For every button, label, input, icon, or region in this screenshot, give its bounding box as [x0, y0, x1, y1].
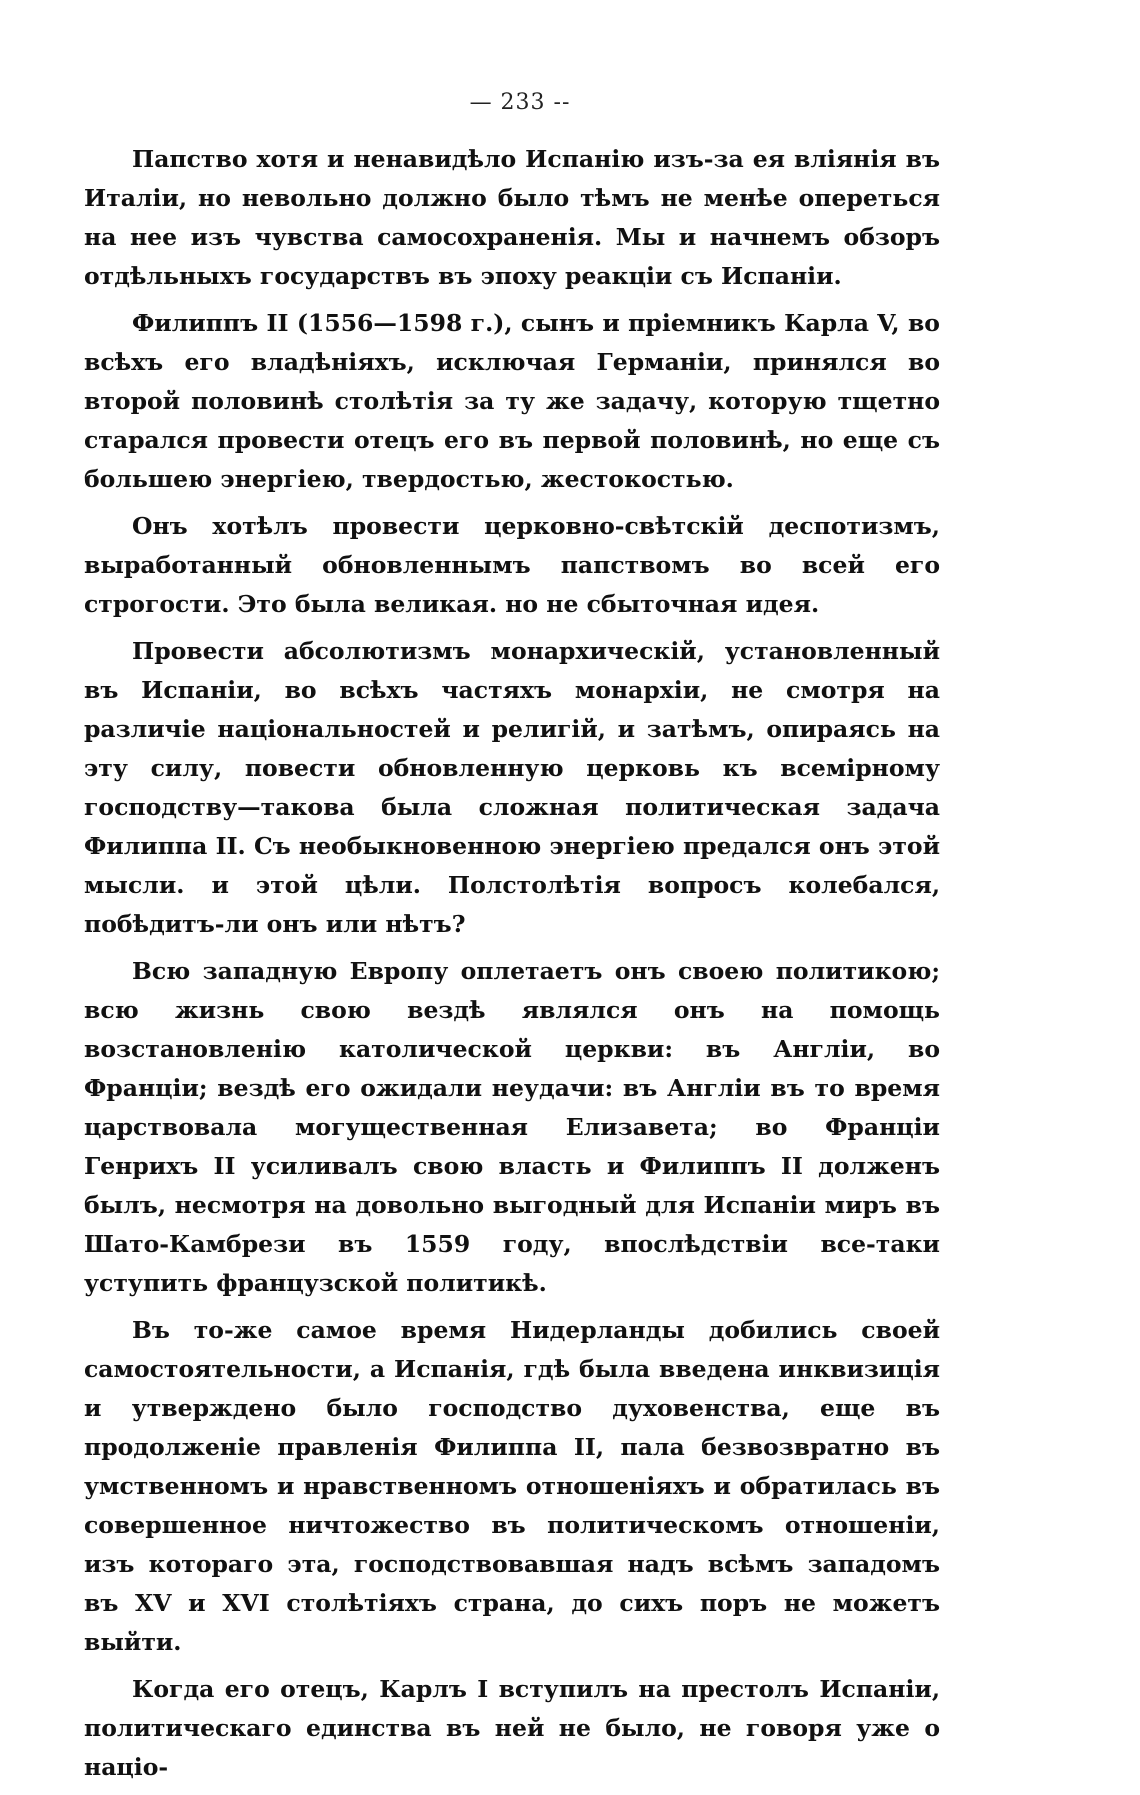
body-text	[84, 140, 940, 1795]
page-number: — 233 --	[469, 90, 571, 115]
paragraph-6: Въ то-же самое время Нидерланды добились своей самостоятельности, а Испанія, гдѣ была введена инквизиція и утверждено было господство духовенства, еще въ продолженіе правленія Филиппа II, пала безвозвратно въ умственномъ и нравственномъ отношеніяхъ и обратилась въ совершенное ничтожество въ политическомъ отношеніи, изъ котораго эта, господствовавшая надъ всѣмъ западомъ въ XV и XVI столѣтіяхъ страна, до сихъ поръ не можетъ выйти.	[84, 1316, 940, 1656]
paragraph-3: Онъ хотѣлъ провести церковно-свѣтскій деспотизмъ, выработанный обновленнымъ папствомъ во всей его строгости. Это была великая. но не сбыточная идея.	[84, 512, 940, 618]
paragraph-2: Филиппъ II (1556—1598 г.), сынъ и пріемникъ Карла V, во всѣхъ его владѣніяхъ, исключая Германіи, принялся во второй половинѣ столѣтія за ту же задачу, которую тщетно старался провести отецъ его въ первой половинѣ, но еще съ большею энергіею, твердостью, жестокостью.	[84, 309, 940, 493]
paragraph-1: Папство хотя и ненавидѣло Испанію изъ-за ея вліянія въ Италіи, но невольно должно было тѣмъ не менѣе опереться на нее изъ чувства самосохраненія. Мы и начнемъ обзоръ отдѣльныхъ государствъ въ эпоху реакціи съ Испаніи.	[84, 145, 940, 290]
paragraph-5: Всю западную Европу оплетаетъ онъ своею политикою; всю жизнь свою вездѣ являлся онъ на помощь возстановленію католической церкви: въ Англіи, во Франціи; вездѣ его ожидали неудачи: въ Англіи въ то время царствовала могущественная Елизавета; во Франціи Генрихъ II усиливалъ свою власть и Филиппъ II долженъ былъ, несмотря на довольно выгодный для Испаніи миръ въ Шато-Камбрези въ 1559 году, впослѣдствіи все-таки уступить французской политикѣ.	[84, 957, 940, 1297]
paragraph-4: Провести абсолютизмъ монархическій, установленный въ Испаніи, во всѣхъ частяхъ монархіи, не смотря на различіе національностей и религій, и затѣмъ, опираясь на эту силу, повести обновленную церковь къ всемірному господству—такова была сложная политическая задача Филиппа II. Съ необыкновенною энергіею предался онъ этой мысли. и этой цѣли. Полстолѣтія вопросъ колебался, побѣдитъ-ли онъ или нѣтъ?	[84, 637, 940, 938]
paragraph-7: Когда его отецъ, Карлъ I вступилъ на престолъ Испаніи, политическаго единства въ ней не было, не говоря уже о націо-	[84, 1675, 940, 1781]
